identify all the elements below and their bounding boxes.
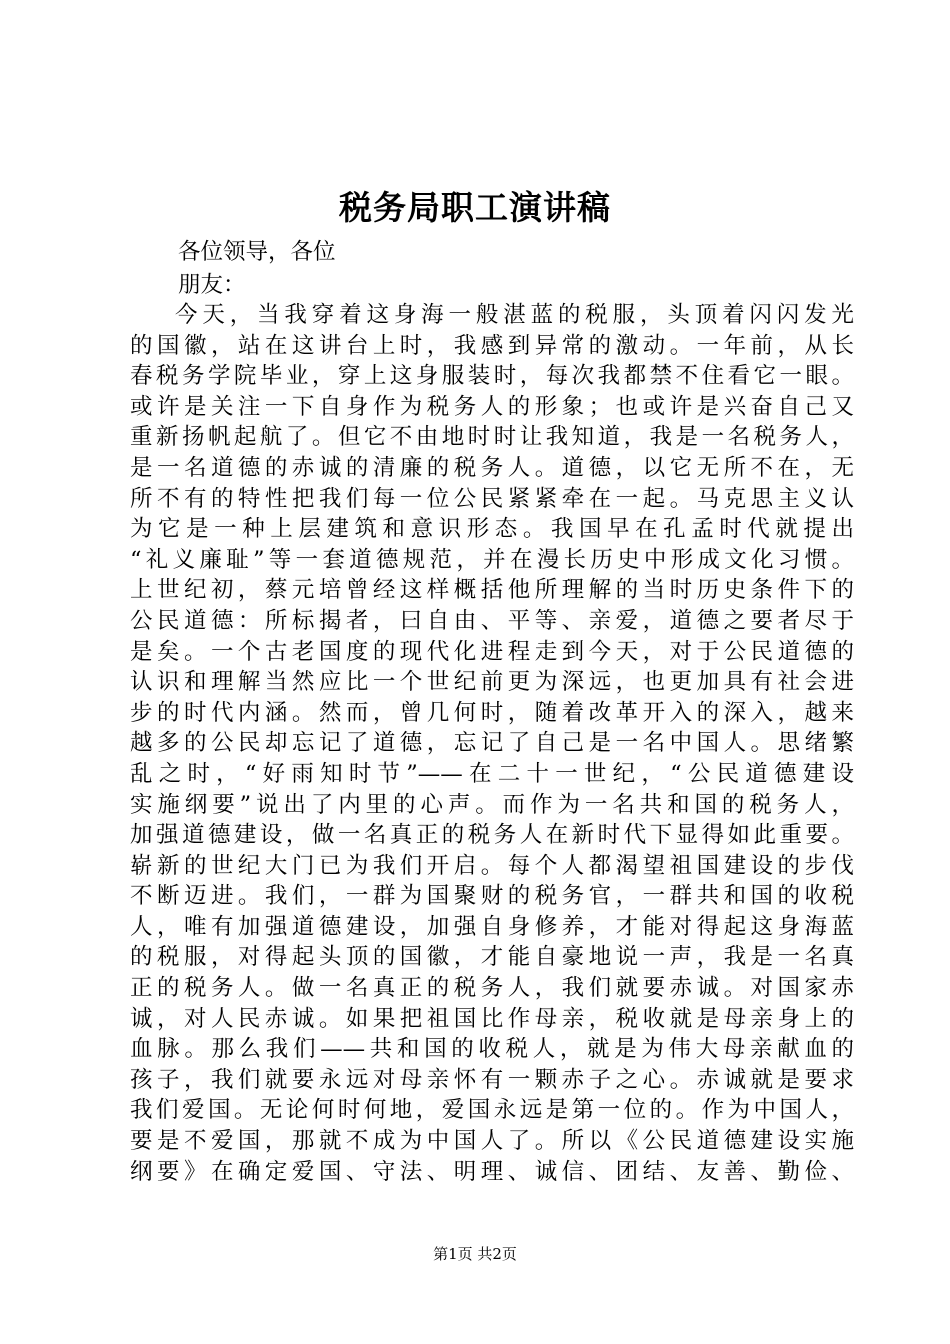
salutation-line: 朋友： bbox=[178, 272, 246, 298]
body-line: 纲要》在确定爱国、守法、明理、诚信、团结、友善、勤俭、 bbox=[130, 1158, 854, 1185]
body-line: 我们爱国。无论何时何地，爱国永远是第一位的。作为中国人， bbox=[130, 1097, 854, 1124]
body-line: 乱之时，“好雨知时节”——在二十一世纪，“公民道德建设 bbox=[130, 760, 854, 787]
body-line: 的税服，对得起头顶的国徽，才能自豪地说一声，我是一名真 bbox=[130, 944, 854, 971]
body-line: 要是不爱国，那就不成为中国人了。所以《公民道德建设实施 bbox=[130, 1128, 854, 1155]
speech-body bbox=[130, 300, 854, 1187]
body-line: 人，唯有加强道德建设，加强自身修养，才能对得起这身海蓝 bbox=[130, 913, 854, 940]
body-line: 重新扬帆起航了。但它不由地时时让我知道，我是一名税务人， bbox=[130, 424, 854, 451]
body-line: 或许是关注一下自身作为税务人的形象；也或许是兴奋自己又 bbox=[130, 393, 854, 420]
body-line: 不断迈进。我们，一群为国聚财的税务官，一群共和国的收税 bbox=[130, 883, 854, 910]
body-line: 今天，当我穿着这身海一般湛蓝的税服，头顶着闪闪发光 bbox=[175, 302, 854, 328]
body-line: 诚，对人民赤诚。如果把祖国比作母亲，税收就是母亲身上的 bbox=[130, 1005, 854, 1032]
body-line: 孩子，我们就要永远对母亲怀有一颗赤子之心。赤诚就是要求 bbox=[130, 1066, 854, 1093]
body-line: “礼义廉耻”等一套道德规范，并在漫长历史中形成文化习惯。 bbox=[130, 546, 854, 573]
body-line: 是一名道德的赤诚的清廉的税务人。道德，以它无所不在，无 bbox=[130, 454, 854, 481]
body-line: 的国徽，站在这讲台上时，我感到异常的激动。一年前，从长 bbox=[130, 332, 854, 359]
body-line: 血脉。那么我们——共和国的收税人，就是为伟大母亲献血的 bbox=[130, 1036, 854, 1063]
page-number-footer: 第1页 共2页 bbox=[433, 1245, 517, 1263]
body-line: 实施纲要”说出了内里的心声。而作为一名共和国的税务人， bbox=[130, 791, 854, 818]
body-line: 崭新的世纪大门已为我们开启。每个人都渴望祖国建设的步伐 bbox=[130, 852, 854, 879]
body-line: 认识和理解当然应比一个世纪前更为深远，也更加具有社会进 bbox=[130, 669, 854, 696]
body-line: 越多的公民却忘记了道德，忘记了自己是一名中国人。思绪繁 bbox=[130, 730, 854, 757]
salutation-line: 各位领导，各位 bbox=[178, 239, 336, 265]
body-line: 是矣。一个古老国度的现代化进程走到今天，对于公民道德的 bbox=[130, 638, 854, 665]
body-line: 公民道德：所标揭者，曰自由、平等、亲爱，道德之要者尽于 bbox=[130, 607, 854, 634]
body-line: 春税务学院毕业，穿上这身服装时，每次我都禁不住看它一眼。 bbox=[130, 363, 854, 390]
body-line: 正的税务人。做一名真正的税务人，我们就要赤诚。对国家赤 bbox=[130, 975, 854, 1002]
body-line: 加强道德建设，做一名真正的税务人在新时代下显得如此重要。 bbox=[130, 822, 854, 849]
page-title: 税务局职工演讲稿 bbox=[339, 188, 611, 227]
body-line: 所不有的特性把我们每一位公民紧紧牵在一起。马克思主义认 bbox=[130, 485, 854, 512]
body-line: 为它是一种上层建筑和意识形态。我国早在孔孟时代就提出 bbox=[130, 516, 854, 543]
body-line: 上世纪初，蔡元培曾经这样概括他所理解的当时历史条件下的 bbox=[130, 577, 854, 604]
body-line: 步的时代内涵。然而，曾几何时，随着改革开入的深入，越来 bbox=[130, 699, 854, 726]
